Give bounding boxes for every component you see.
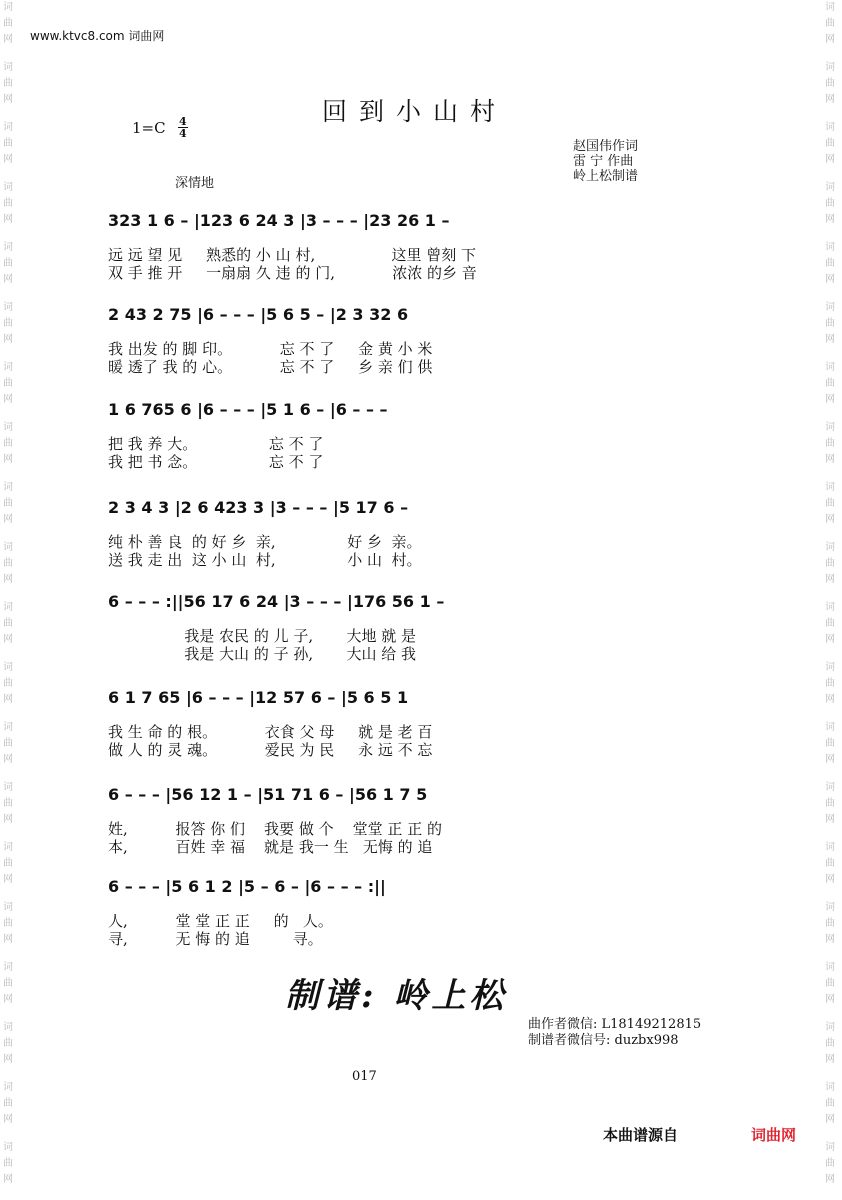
watermark-char: 曲 <box>3 498 13 509</box>
watermark-char: 词 <box>825 1082 835 1093</box>
watermark-char: 词 <box>3 182 13 193</box>
watermark-block <box>0 840 16 900</box>
watermark-char: 网 <box>825 394 835 405</box>
watermark-char: 词 <box>825 302 835 313</box>
watermark-char: 曲 <box>825 978 835 989</box>
watermark-char: 曲 <box>3 978 13 989</box>
watermark-char: 曲 <box>3 1158 13 1169</box>
transcriber-wechat: 制谱者微信号: duzbx998 <box>528 1033 679 1048</box>
watermark-block <box>0 240 16 300</box>
watermark-block <box>0 1020 16 1080</box>
watermark-char: 网 <box>825 454 835 465</box>
time-signature <box>178 116 188 139</box>
expression-mark: 深情地 <box>175 176 215 191</box>
watermark-char: 词 <box>825 662 835 673</box>
watermark-char: 词 <box>3 1082 13 1093</box>
watermark-char: 词 <box>825 782 835 793</box>
watermark-char: 曲 <box>3 558 13 569</box>
watermark-char: 网 <box>825 934 835 945</box>
watermark-char: 词 <box>3 602 13 613</box>
watermark-block <box>0 540 16 600</box>
watermark-block <box>822 120 838 180</box>
watermark-char: 曲 <box>825 1038 835 1049</box>
watermark-char: 曲 <box>825 678 835 689</box>
watermark-char: 词 <box>825 242 835 253</box>
watermark-block <box>822 960 838 1020</box>
watermark-block <box>0 360 16 420</box>
watermark-char: 网 <box>3 874 13 885</box>
watermark-char: 词 <box>825 722 835 733</box>
contact-info <box>528 1017 701 1049</box>
watermark-char: 网 <box>3 94 13 105</box>
watermark-char: 网 <box>3 814 13 825</box>
lyric-verse-2: 我 把 书 念。 忘 不 了 <box>108 453 324 471</box>
watermark-char: 网 <box>3 934 13 945</box>
watermark-char: 网 <box>825 514 835 525</box>
watermark-char: 网 <box>825 34 835 45</box>
watermark-char: 曲 <box>825 138 835 149</box>
watermark-block <box>0 660 16 720</box>
watermark-char: 网 <box>3 274 13 285</box>
watermark-char: 词 <box>3 302 13 313</box>
watermark-char: 曲 <box>3 78 13 89</box>
watermark-char: 曲 <box>825 1158 835 1169</box>
watermark-char: 曲 <box>3 738 13 749</box>
watermark-char: 词 <box>825 1142 835 1153</box>
lyric-verse-1: 人, 堂 堂 正 正 的 人。 <box>108 912 333 930</box>
watermark-char: 网 <box>3 634 13 645</box>
notes-line: 6 1 7 65 |6 – – – |12 57 6 – |5 6 5 1 <box>108 688 409 707</box>
watermark-char: 曲 <box>3 198 13 209</box>
watermark-char: 词 <box>825 362 835 373</box>
watermark-char: 曲 <box>825 918 835 929</box>
watermark-char: 曲 <box>825 258 835 269</box>
watermark-block <box>822 420 838 480</box>
notes-line: 6 – – – :||56 17 6 24 |3 – – – |176 56 1 – <box>108 592 445 611</box>
watermark-char: 词 <box>825 2 835 13</box>
watermark-block <box>0 420 16 480</box>
watermark-char: 网 <box>3 394 13 405</box>
watermark-char: 曲 <box>3 18 13 29</box>
lyric-verse-1: 远 远 望 见 熟悉的 小 山 村, 这里 曾刻 下 <box>108 246 477 264</box>
watermark-char: 网 <box>3 514 13 525</box>
watermark-char: 网 <box>825 634 835 645</box>
watermark-char: 网 <box>825 994 835 1005</box>
watermark-block <box>822 660 838 720</box>
notes-line: 2 43 2 75 |6 – – – |5 6 5 – |2 3 32 6 <box>108 305 409 324</box>
watermark-char: 曲 <box>825 1098 835 1109</box>
watermark-block <box>0 600 16 660</box>
watermark-block <box>822 240 838 300</box>
watermark-block <box>0 1080 16 1140</box>
notes-line: 6 – – – |56 12 1 – |51 71 6 – |56 1 7 5 <box>108 785 428 804</box>
watermark-block <box>0 0 16 60</box>
lyric-verse-1: 我是 农民 的 儿 子, 大地 就 是 <box>108 627 417 645</box>
watermark-char: 词 <box>825 962 835 973</box>
watermark-char: 网 <box>3 1174 13 1185</box>
watermark-char: 词 <box>3 422 13 433</box>
watermark-char: 词 <box>3 842 13 853</box>
watermark-char: 曲 <box>825 78 835 89</box>
watermark-char: 曲 <box>825 558 835 569</box>
watermark-char: 网 <box>3 574 13 585</box>
watermark-char: 曲 <box>3 438 13 449</box>
watermark-char: 词 <box>3 1142 13 1153</box>
right-watermark-strip <box>822 0 838 1185</box>
watermark-char: 曲 <box>825 438 835 449</box>
watermark-char: 曲 <box>825 198 835 209</box>
watermark-char: 词 <box>3 962 13 973</box>
lyric-verse-2: 送 我 走 出 这 小 山 村, 小 山 村。 <box>108 551 422 569</box>
lyric-verse-2: 暖 透了 我 的 心。 忘 不 了 乡 亲 们 供 <box>108 358 433 376</box>
watermark-char: 词 <box>3 1022 13 1033</box>
watermark-char: 词 <box>825 182 835 193</box>
watermark-char: 网 <box>825 874 835 885</box>
notes-line: 6 – – – |5 6 1 2 |5 – 6 – |6 – – – :|| <box>108 877 386 896</box>
watermark-char: 网 <box>3 994 13 1005</box>
watermark-char: 曲 <box>825 798 835 809</box>
lyric-verse-2: 本, 百姓 幸 福 就是 我一 生 无悔 的 追 <box>108 838 433 856</box>
watermark-char: 网 <box>825 214 835 225</box>
lyric-verse-2: 双 手 推 开 一扇扇 久 违 的 门, 浓浓 的乡 音 <box>108 264 477 282</box>
watermark-char: 词 <box>3 122 13 133</box>
watermark-char: 网 <box>825 154 835 165</box>
watermark-char: 词 <box>3 782 13 793</box>
lyric-verse-1: 把 我 养 大。 忘 不 了 <box>108 435 324 453</box>
watermark-block <box>822 900 838 960</box>
watermark-char: 曲 <box>3 1098 13 1109</box>
watermark-block <box>822 1020 838 1080</box>
watermark-block <box>0 300 16 360</box>
left-watermark-strip <box>0 0 16 1185</box>
watermark-char: 网 <box>825 754 835 765</box>
watermark-char: 网 <box>825 1174 835 1185</box>
watermark-char: 网 <box>825 334 835 345</box>
watermark-block <box>822 480 838 540</box>
watermark-char: 网 <box>825 94 835 105</box>
watermark-char: 网 <box>825 1114 835 1125</box>
watermark-char: 网 <box>825 274 835 285</box>
lyric-verse-1: 我 出发 的 脚 印。 忘 不 了 金 黄 小 米 <box>108 340 433 358</box>
watermark-char: 词 <box>825 422 835 433</box>
watermark-char: 曲 <box>3 318 13 329</box>
watermark-char: 网 <box>825 574 835 585</box>
watermark-char: 词 <box>3 62 13 73</box>
watermark-char: 曲 <box>825 618 835 629</box>
watermark-block <box>0 120 16 180</box>
lyric-verse-2: 寻, 无 悔 的 追 寻。 <box>108 930 323 948</box>
credits <box>573 139 638 184</box>
watermark-char: 网 <box>3 154 13 165</box>
watermark-char: 网 <box>3 1054 13 1065</box>
watermark-block <box>0 60 16 120</box>
lyricist: 赵国伟作词 <box>573 139 639 154</box>
watermark-char: 词 <box>3 542 13 553</box>
notes-line: 2 3 4 3 |2 6 423 3 |3 – – – |5 17 6 – <box>108 498 409 517</box>
watermark-char: 词 <box>3 662 13 673</box>
watermark-char: 网 <box>825 1054 835 1065</box>
lyric-verse-2: 做 人 的 灵 魂。 爱民 为 民 永 远 不 忘 <box>108 741 433 759</box>
song-title: 回到小山村 <box>322 97 508 126</box>
watermark-char: 网 <box>825 814 835 825</box>
notes-line: 1 6 765 6 |6 – – – |5 1 6 – |6 – – – <box>108 400 388 419</box>
watermark-block <box>822 300 838 360</box>
notes-line: 323 1 6 – |123 6 24 3 |3 – – – |23 26 1 – <box>108 211 450 230</box>
watermark-char: 词 <box>825 482 835 493</box>
watermark-char: 词 <box>825 62 835 73</box>
watermark-char: 曲 <box>825 498 835 509</box>
watermark-char: 网 <box>3 1114 13 1125</box>
watermark-char: 词 <box>825 902 835 913</box>
watermark-char: 曲 <box>3 258 13 269</box>
watermark-char: 网 <box>3 214 13 225</box>
watermark-char: 词 <box>3 902 13 913</box>
watermark-char: 词 <box>825 602 835 613</box>
watermark-block <box>0 960 16 1020</box>
watermark-char: 网 <box>3 34 13 45</box>
watermark-char: 曲 <box>3 678 13 689</box>
watermark-block <box>822 540 838 600</box>
watermark-char: 曲 <box>825 18 835 29</box>
watermark-char: 曲 <box>3 798 13 809</box>
watermark-block <box>0 780 16 840</box>
watermark-char: 词 <box>3 482 13 493</box>
lyric-verse-2: 我是 大山 的 子 孙, 大山 给 我 <box>108 645 417 663</box>
watermark-char: 曲 <box>3 858 13 869</box>
watermark-block <box>822 60 838 120</box>
source-label: 本曲谱源自 <box>603 1126 679 1144</box>
watermark-char: 曲 <box>3 138 13 149</box>
watermark-char: 词 <box>825 542 835 553</box>
page-number: 017 <box>352 1069 377 1084</box>
watermark-char: 曲 <box>825 378 835 389</box>
watermark-char: 词 <box>825 1022 835 1033</box>
watermark-block <box>0 720 16 780</box>
watermark-char: 网 <box>3 754 13 765</box>
watermark-char: 网 <box>825 694 835 705</box>
watermark-block <box>822 1080 838 1140</box>
watermark-char: 词 <box>3 2 13 13</box>
composer-wechat: 曲作者微信: L18149212815 <box>528 1017 702 1032</box>
watermark-block <box>822 600 838 660</box>
watermark-char: 曲 <box>825 858 835 869</box>
lyric-verse-1: 我 生 命 的 根。 衣食 父 母 就 是 老 百 <box>108 723 433 741</box>
lyric-verse-1: 纯 朴 善 良 的 好 乡 亲, 好 乡 亲。 <box>108 533 422 551</box>
watermark-block <box>822 780 838 840</box>
watermark-block <box>822 1140 838 1200</box>
watermark-char: 网 <box>3 334 13 345</box>
watermark-char: 曲 <box>825 738 835 749</box>
watermark-block <box>822 840 838 900</box>
watermark-char: 词 <box>825 122 835 133</box>
watermark-char: 曲 <box>3 378 13 389</box>
brand-link[interactable]: 词曲网 <box>751 1126 797 1144</box>
key-signature: 1=C <box>132 119 166 137</box>
watermark-block <box>822 180 838 240</box>
watermark-char: 词 <box>3 722 13 733</box>
watermark-block <box>822 360 838 420</box>
watermark-char: 曲 <box>3 618 13 629</box>
lyric-verse-1: 姓, 报答 你 们 我要 做 个 堂堂 正 正 的 <box>108 820 442 838</box>
watermark-block <box>0 1140 16 1200</box>
meter-bottom: 4 <box>179 127 187 140</box>
watermark-char: 词 <box>3 242 13 253</box>
watermark-char: 词 <box>825 842 835 853</box>
notation-by: 岭上松制谱 <box>573 169 639 184</box>
watermark-char: 曲 <box>825 318 835 329</box>
watermark-char: 曲 <box>3 1038 13 1049</box>
watermark-block <box>822 720 838 780</box>
transcriber-stamp: 制谱: 岭上松 <box>285 976 508 1016</box>
watermark-block <box>0 900 16 960</box>
watermark-block <box>0 480 16 540</box>
watermark-block <box>822 0 838 60</box>
meter-top: 4 <box>179 115 187 128</box>
watermark-block <box>0 180 16 240</box>
watermark-char: 网 <box>3 694 13 705</box>
composer: 雷 宁 作曲 <box>573 154 634 169</box>
watermark-char: 曲 <box>3 918 13 929</box>
site-url[interactable]: www.ktvc8.com 词曲网 <box>30 29 165 43</box>
watermark-char: 网 <box>3 454 13 465</box>
watermark-char: 词 <box>3 362 13 373</box>
